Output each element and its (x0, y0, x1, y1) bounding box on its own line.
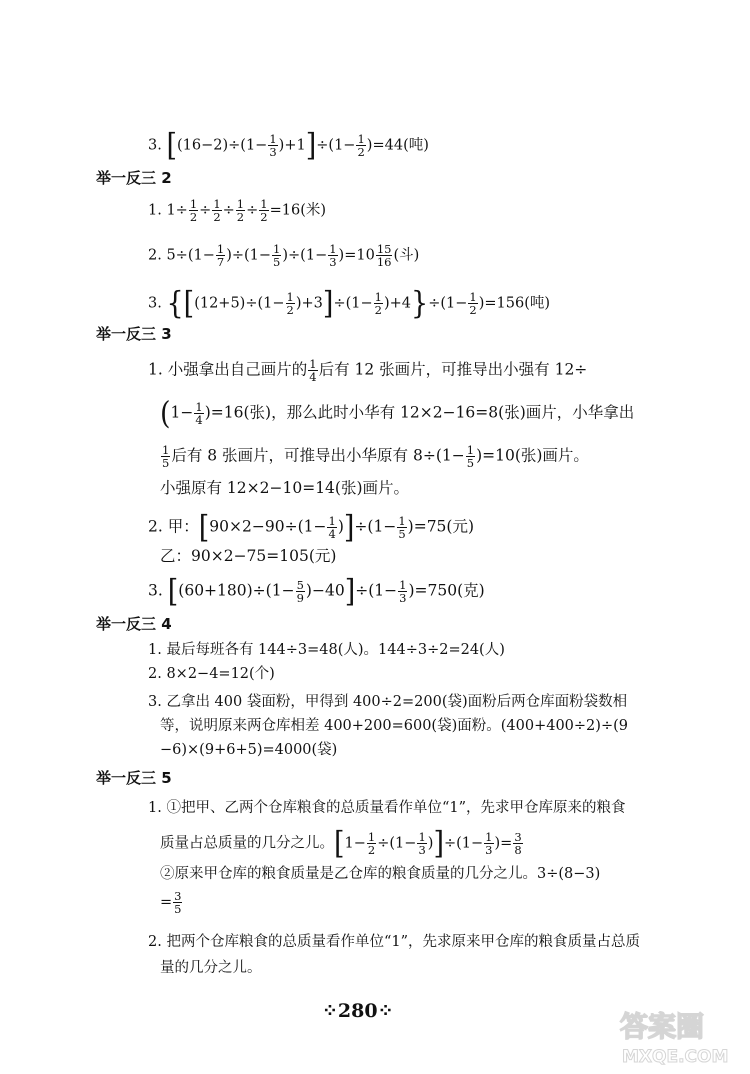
problem-s5-2-line2: 量的几分之儿。 (160, 960, 262, 976)
problem-s3-2-line2: 乙：90×2−75=105(元) (160, 547, 337, 565)
problem-s2-2: 2. 5÷(1− $\frac{1}{7}$ )÷(1− $\frac{1}{5}$ )÷(1− $\frac{1}{3}$ )=10 $\frac{15}{16}$ (斗) (148, 242, 420, 269)
problem-s5-1-line4: = $\frac{3}{5}$ (160, 889, 182, 916)
page-number: ⁘280⁘ (322, 1000, 394, 1022)
problem-s3-1-line2: (1− $\frac{1}{4}$ )=16(张)，那么此时小华有 12×2−16=8(张)画片，小华拿出 (160, 395, 635, 432)
problem-s4-3-line2: 等，说明原来两仓库相差 400+200=600(袋)面粉。(400+400÷2)÷(9 (160, 718, 628, 734)
svg-text:答案圈: 答案圈 (620, 1010, 705, 1043)
problem-s4-1: 1. 最后每班各有 144÷3=48(人)。144÷3÷2=24(人) (148, 642, 505, 658)
problem-s1-3: 3. [(16−2)÷(1− $\frac{1}{3}$ )+1]÷(1− $\frac{1}{2}$ )=44(吨) (148, 127, 429, 164)
problem-s3-2: 2. 甲：[90×2−90÷(1− $\frac{1}{4}$ )]÷(1− $\frac{1}{5}$ )=75(元) (148, 509, 475, 546)
svg-text:MXQE.COM: MXQE.COM (622, 1047, 729, 1067)
page-dots-left: ⁘ (322, 1000, 338, 1022)
problem-s4-2: 2. 8×2−4=12(个) (148, 666, 275, 682)
problem-s5-2-line1: 2. 把两个仓库粮食的总质量看作单位“1”，先求原来甲仓库的粮食质量占总质 (148, 934, 641, 950)
section-header-2: 举一反三 2 (96, 169, 172, 187)
problem-s5-1-line2: 质量占总质量的几分之儿。[1− $\frac{1}{2}$ ÷(1− $\frac{1}{3}$ )]÷(1− $\frac{1}{3}$ )= $\frac{3}{8}$ (160, 825, 522, 862)
watermark-graphic (616, 1008, 744, 1068)
section-header-5: 举一反三 5 (96, 769, 172, 787)
section-header-3: 举一反三 3 (96, 325, 172, 343)
problem-s3-1-line4: 小强原有 12×2−10=14(张)画片。 (160, 479, 410, 497)
problem-s3-3: 3. [(60+180)÷(1− $\frac{5}{9}$ )−40]÷(1− $\frac{1}{3}$ )=750(克) (148, 573, 485, 610)
problem-s3-1-line1: 1. 小强拿出自己画片的 $\frac{1}{4}$ 后有 12 张画片，可推导出小强有 12÷ (148, 357, 588, 384)
section-header-4: 举一反三 4 (96, 615, 172, 633)
problem-s5-1-line1: 1. ①把甲、乙两个仓库粮食的总质量看作单位“1”，先求甲仓库原来的粮食 (148, 800, 626, 816)
page-dots-right: ⁘ (377, 1000, 394, 1022)
problem-s3-1-line3: $\frac{1}{5}$ 后有 8 张画片，可推导出小华原有 8÷(1− $\frac{1}{5}$ )=10(张)画片。 (162, 443, 589, 470)
problem-s2-1: 1. 1÷ $\frac{1}{2}$ ÷ $\frac{1}{2}$ ÷ $\frac{1}{2}$ ÷ $\frac{1}{2}$ =16(米) (148, 197, 327, 224)
problem-s4-3-line1: 3. 乙拿出 400 袋面粉，甲得到 400÷2=200(袋)面粉后两仓库面粉袋数相 (148, 694, 628, 710)
watermark-logo (616, 1008, 744, 1068)
problem-s5-1-line3: ②原来甲仓库的粮食质量是乙仓库的粮食质量的几分之儿。3÷(8−3) (160, 866, 601, 882)
problem-s2-3: 3. {[(12+5)÷(1− $\frac{1}{2}$ )+3]÷(1− $\frac{1}{2}$ )+4}÷(1− $\frac{1}{2}$ )=156(吨) (148, 285, 551, 322)
problem-s4-3-line3: −6)×(9+6+5)=4000(袋) (160, 742, 338, 758)
